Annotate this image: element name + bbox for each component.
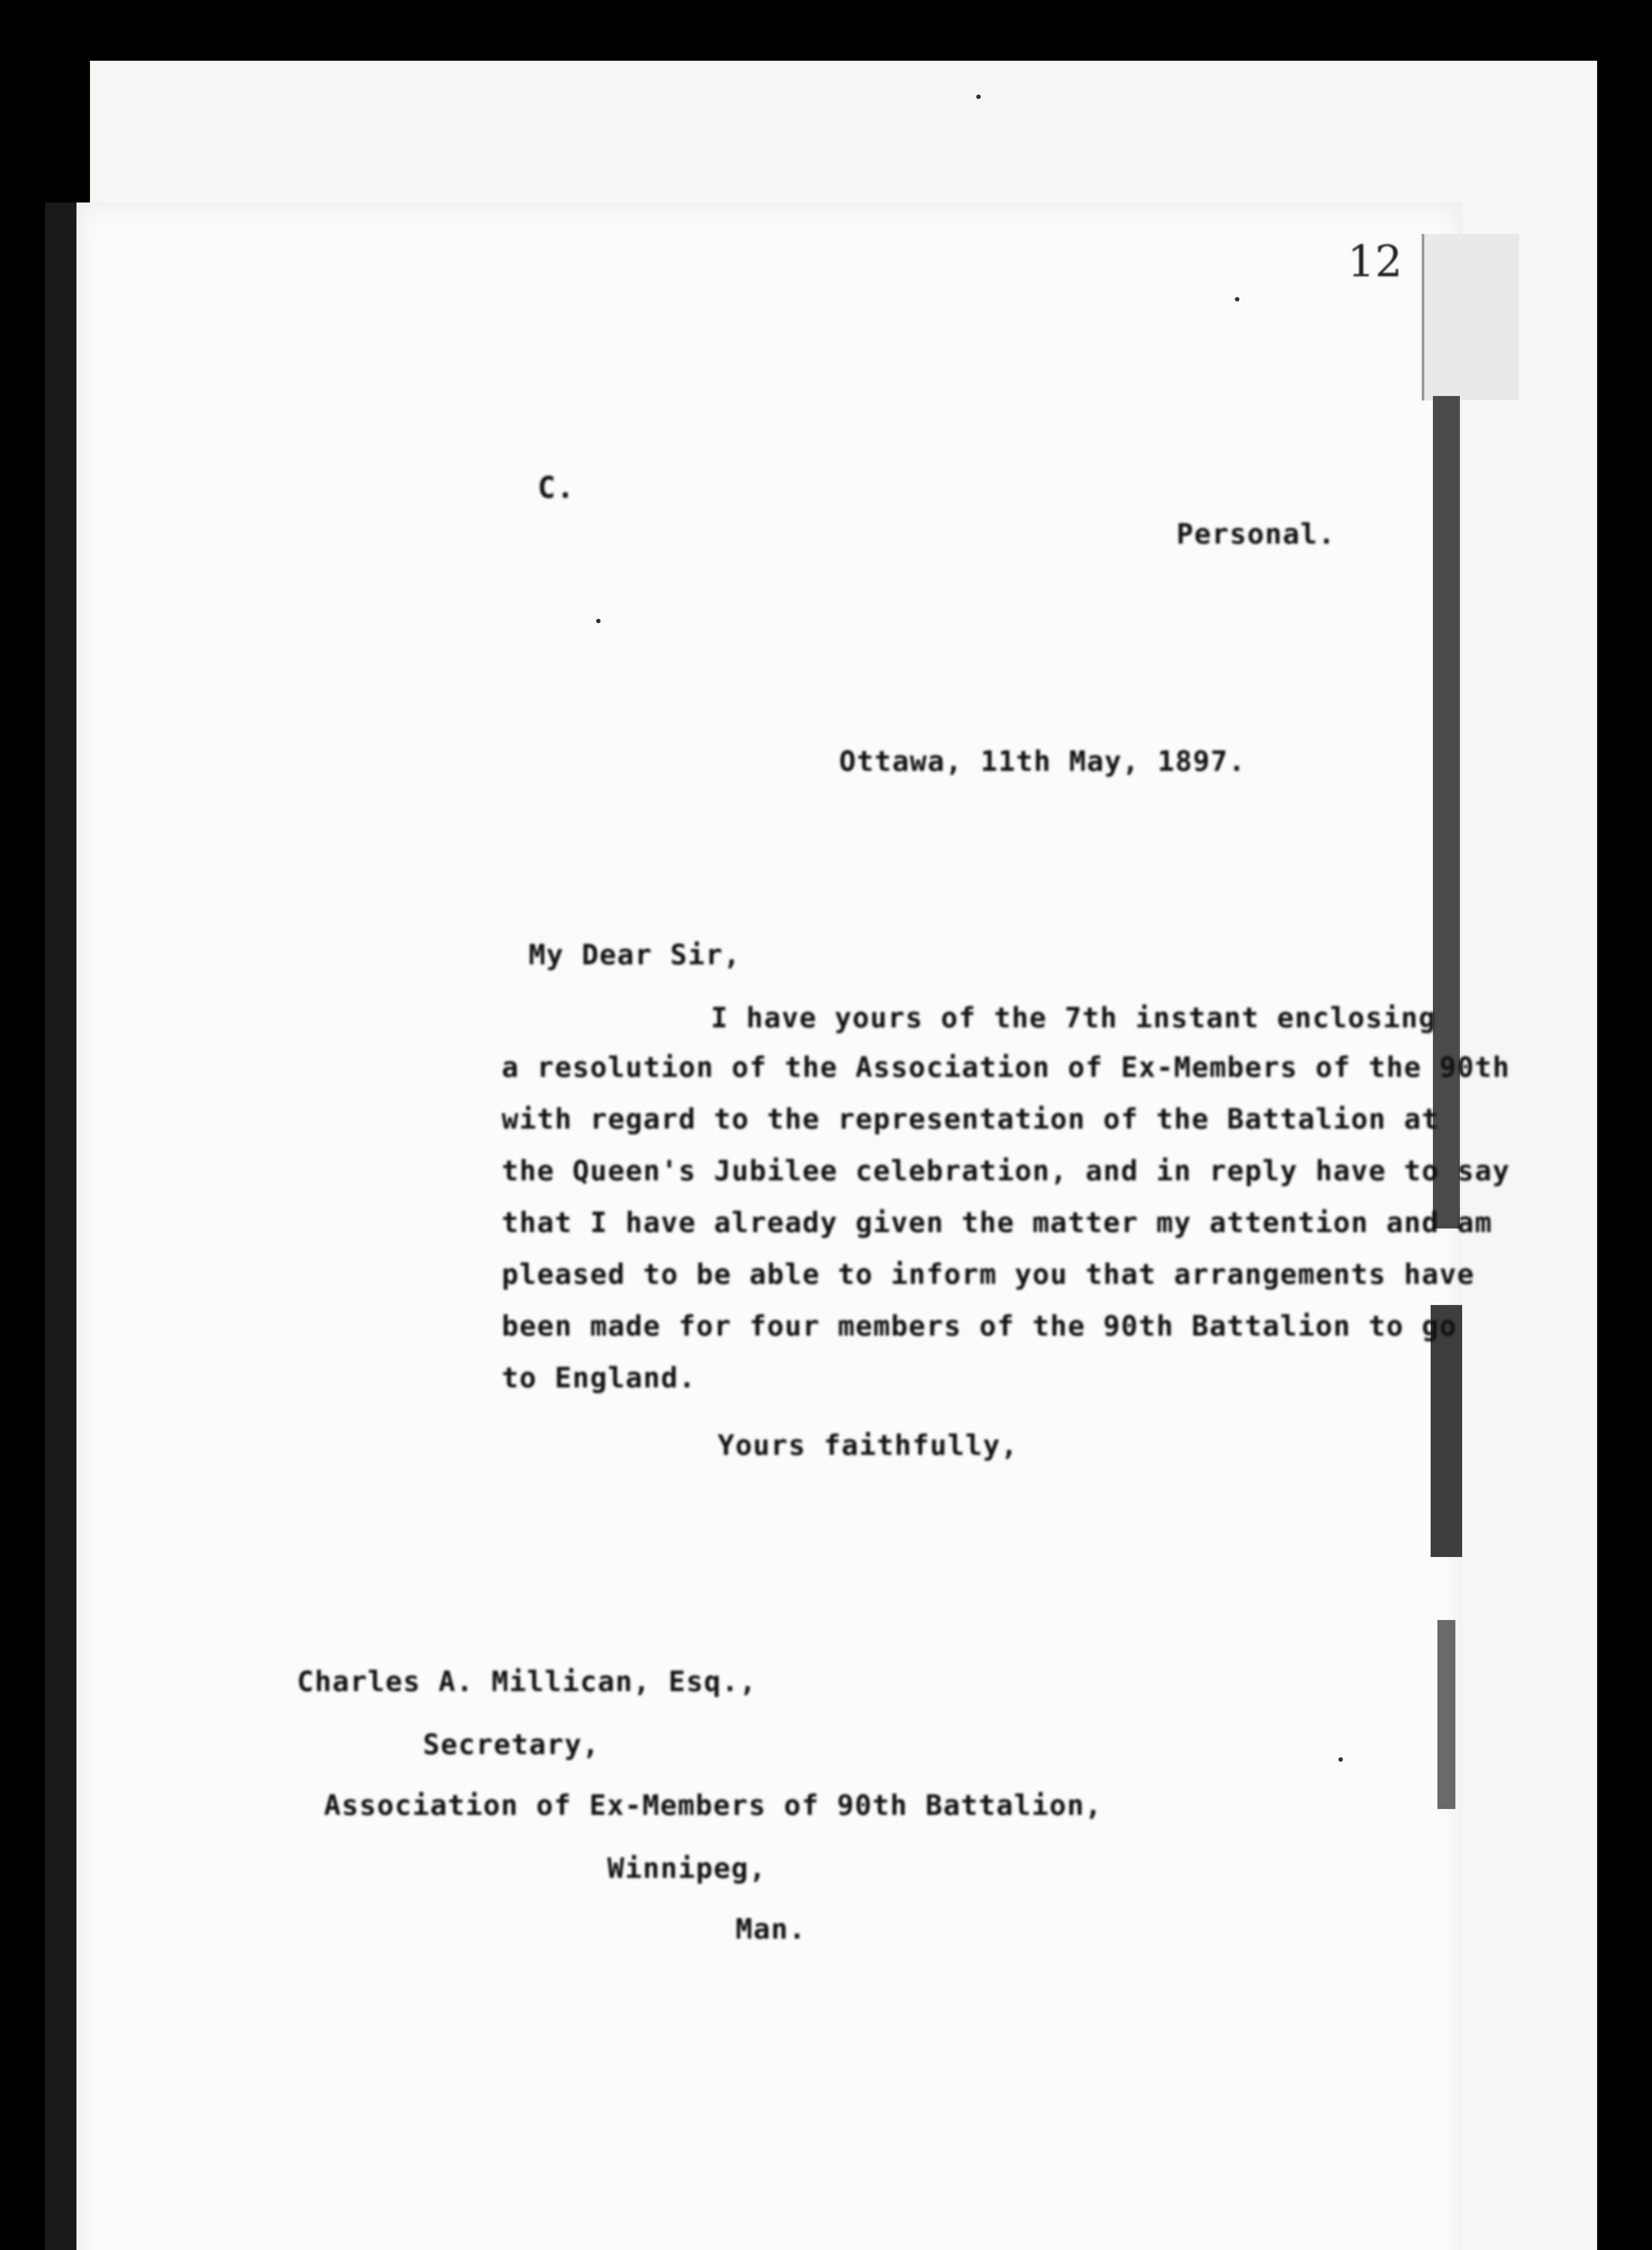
address-title: Secretary,	[423, 1728, 600, 1761]
left-shadow-edge	[45, 202, 76, 2250]
dust-speck	[1338, 1757, 1343, 1762]
body-line: a resolution of the Association of Ex-Members of the 90th	[502, 1051, 1510, 1084]
address-city: Winnipeg,	[607, 1852, 767, 1885]
paper-strip-shadow-low	[1437, 1620, 1455, 1809]
dateline: Ottawa, 11th May, 1897.	[839, 745, 1246, 778]
file-letter: C.	[538, 470, 575, 505]
body-line: been made for four members of the 90th Battalion to go	[502, 1310, 1457, 1342]
body-line: the Queen's Jubilee celebration, and in reply have to say	[502, 1154, 1510, 1187]
address-name: Charles A. Millican, Esq.,	[297, 1665, 757, 1698]
personal-marking: Personal.	[1176, 518, 1336, 550]
paper-strip-shadow-mid	[1431, 1305, 1462, 1557]
page-number: 12	[1347, 236, 1403, 287]
paper-strip-top	[1422, 234, 1519, 400]
address-organization: Association of Ex-Members of 90th Battalion,	[324, 1789, 1103, 1822]
body-line: that I have already given the matter my attention and am	[502, 1206, 1493, 1239]
dust-speck	[976, 94, 981, 99]
body-line: to England.	[502, 1361, 696, 1394]
salutation: My Dear Sir,	[529, 938, 741, 971]
body-line: pleased to be able to inform you that arrangements have	[502, 1258, 1475, 1291]
dust-speck	[596, 619, 601, 623]
dust-speck	[1235, 297, 1239, 302]
body-line: with regard to the representation of the Battalion at	[502, 1102, 1440, 1135]
body-line: I have yours of the 7th instant enclosing	[711, 1001, 1437, 1034]
address-province: Man.	[736, 1912, 807, 1945]
closing: Yours faithfully,	[718, 1429, 1019, 1462]
